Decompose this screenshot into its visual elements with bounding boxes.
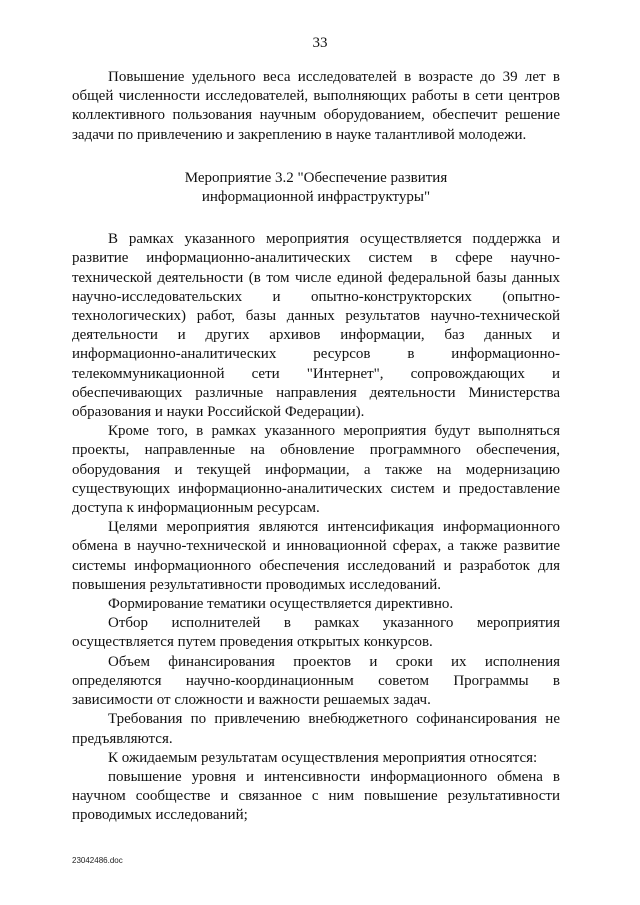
section-heading-line-1: Мероприятие 3.2 "Обеспечение развития [184,169,448,186]
paragraph-expected-results: К ожидаемым результатам осуществления мероприятия относятся: [108,749,538,766]
section-heading [72,169,560,207]
paragraph-cofinancing: Требования по привлечению внебюджетного софинансирования не предъявляются. [72,711,560,747]
page-content [72,68,560,826]
paragraph-funding: Объем финансирования проектов и сроки их исполнения определяются научно-координационным советом Программы в зависимости от сложности и важности решаемых задач. [72,653,560,709]
page-number: 33 [312,35,328,51]
intro-paragraph: Повышение удельного веса исследователей в возрасте до 39 лет в общей численности исследователей, выполняющих работы в сети центров коллективного пользования научным оборудованием, обеспечит решение задачи по привлечению и закреплению в науке талантливой молодежи. [72,69,560,143]
paragraph-support: В рамках указанного мероприятия осуществляется поддержка и развитие информационно-аналитических систем в сфере научно-технической деятельности (в том числе единой федеральной базы данных научно-исследовательских и опытно-конструкторских (опытно-технологических) работ, базы данных результатов научно-технической деятельности и других архивов информации, баз данных и информационно-аналитических ресурсов в информационно-телекоммуникационной сети "Интернет", сопровождающих и обеспечивающих различные направления деятельности Министерства образования и науки Российской Федерации). [72,231,560,421]
paragraph-topics: Формирование тематики осуществляется директивно. [108,596,454,613]
paragraph-projects: Кроме того, в рамках указанного мероприятия будут выполняться проекты, направленные на обновление программного обеспечения, оборудования и текущей информации, а также на модернизацию существующих информационно-аналитических систем и предоставление доступа к информационным ресурсам. [72,423,560,517]
paragraph-selection: Отбор исполнителей в рамках указанного мероприятия осуществляется путем проведения открытых конкурсов. [72,615,560,651]
paragraph-goals: Целями мероприятия являются интенсификация информационного обмена в научно-технической и инновационной сферах, а также развитие системы информационного обеспечения исследований и разработок для повышения результативности проводимых исследований. [72,519,560,593]
section-heading-line-2: информационной инфраструктуры" [201,189,431,206]
paragraph-result-item: повышение уровня и интенсивности информационного обмена в научном сообществе и связанное с ним повышение результативности проводимых исследований; [72,768,560,824]
footer-filename: 23042486.doc [72,856,123,865]
